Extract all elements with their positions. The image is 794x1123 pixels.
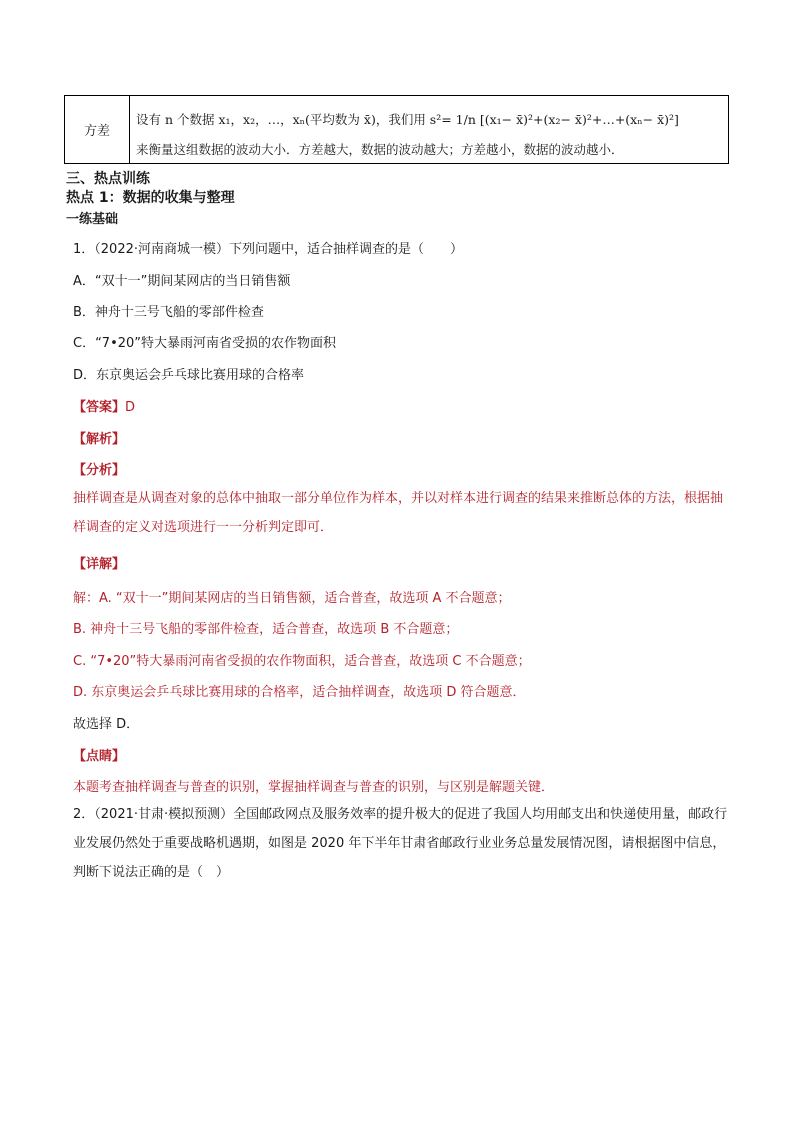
- fenxi-tag: 【分析】: [73, 463, 126, 478]
- hotspot-heading: 热点 1：数据的收集与整理: [66, 190, 235, 206]
- answer-label: 【答案】: [73, 400, 126, 415]
- option-d: D．东京奥运会乒乓球比赛用球的合格率: [73, 368, 305, 383]
- variance-table: [64, 95, 729, 164]
- variance-label: 方差: [65, 96, 130, 163]
- detail-line-c: C. “7•20”特大暴雨河南省受损的农作物面积，适合普查，故选项 C 不合题意；: [73, 654, 531, 669]
- variance-formula: 设有 n 个数据 x₁，x₂，…，xₙ(平均数为 x̄)，我们用 s²= 1/n [(x₁− x̄)²+(x₂− x̄)²+…+(xₙ− x̄)²]: [136, 112, 679, 127]
- variance-content: [130, 96, 728, 163]
- practice-heading: 一练基础: [66, 212, 119, 227]
- detail-line-a: 解：A. “双十一”期间某网店的当日销售额，适合普查，故选项 A 不合题意；: [73, 591, 511, 606]
- answer-tag: [73, 396, 135, 415]
- fenxi-text: 抽样调查是从调查对象的总体中抽取一部分单位作为样本，并以对样本进行调查的结果来推断总体的方法，根据抽样调查的定义对选项进行一一分析判定即可．: [73, 491, 724, 535]
- analysis-tag: 【解析】: [73, 432, 126, 447]
- answer-value: D: [125, 400, 136, 415]
- option-c: C．“7•20”特大暴雨河南省受损的农作物面积: [73, 336, 337, 351]
- comment-text: 本题考查抽样调查与普查的识别，掌握抽样调查与普查的识别，与区别是解题关键．: [73, 780, 555, 795]
- comment-tag: 【点睛】: [73, 749, 126, 764]
- option-b: B．神舟十三号飞船的零部件检查: [73, 305, 264, 320]
- option-a: A．“双十一”期间某网店的当日销售额: [73, 274, 291, 289]
- detail-tag: 【详解】: [73, 557, 126, 572]
- section-heading: 三、热点训练: [66, 171, 150, 187]
- question-1-stem: 1．（2022·河南商城一模）下列问题中，适合抽样调查的是（ ）: [73, 242, 463, 257]
- variance-description: 来衡量这组数据的波动大小．方差越大，数据的波动越大；方差越小，数据的波动越小．: [136, 142, 624, 157]
- detail-line-b: B. 神舟十三号飞船的零部件检查，适合普查，故选项 B 不合题意；: [73, 622, 459, 637]
- choose-line: 故选择 D．: [73, 717, 140, 732]
- detail-line-d: D. 东京奥运会乒乓球比赛用球的合格率，适合抽样调查，故选项 D 符合题意．: [73, 685, 526, 700]
- question-2-stem: 2．（2021·甘肃·模拟预测）全国邮政网点及服务效率的提升极大的促进了我国人均用邮支出和快递使用量，邮政行业发展仍然处于重要战略机遇期，如图是 2020 年下半年甘肃省邮政行业业务总量发展情况图，请根据图中信息，判断下说法正确的是（ ）: [73, 807, 728, 880]
